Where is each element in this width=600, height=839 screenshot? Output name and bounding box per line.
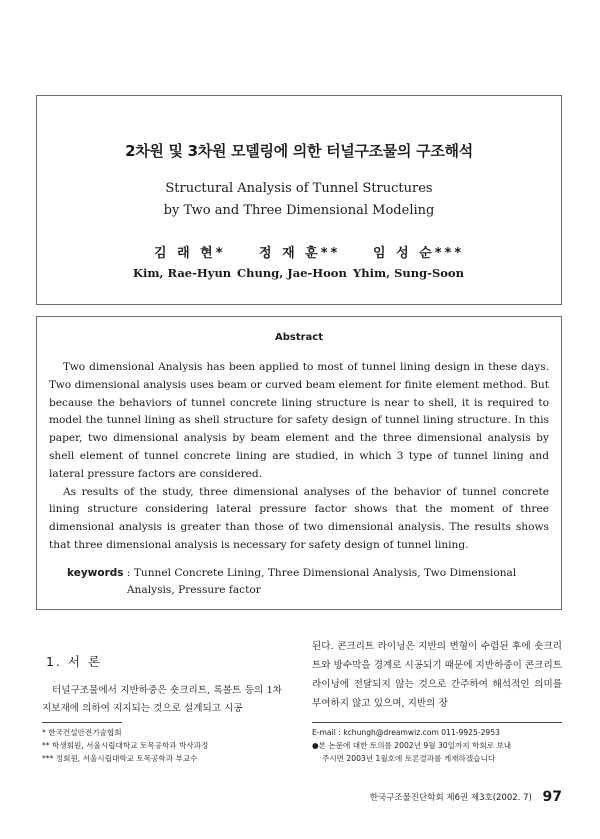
- author-en-2: Chung, Jae-Hoon: [237, 266, 347, 280]
- authors-korean: [37, 242, 561, 260]
- abstract-paragraph-2: As results of the study, three dimensional analyses of the behavior of tunnel concrete lining structure considering lateral pressure factor shows that the moment of three dimensional analysis is greater than those of two dimensional analysis. The results shows that three dimensional analysis is necessary for safety design of tunnel lining.: [49, 485, 549, 551]
- authors-english: [37, 266, 561, 282]
- contact-notes: [312, 726, 562, 765]
- abstract-heading: Abstract: [274, 332, 324, 343]
- keywords-label: keywords: [67, 567, 124, 579]
- journal-citation: 한국구조물진단학회 제6권 제3호(2002. 7): [369, 793, 532, 803]
- author-footnotes: [42, 726, 292, 765]
- paper-title-korean: 2차원 및 3차원 모델링에 의한 터널구조물의 구조해석: [125, 142, 473, 160]
- abstract-paragraph-1: Two dimensional Analysis has been applied to most of tunnel lining design in these days. Two dimensional analysis uses beam or curved beam element for finite element method. But because the behaviors of tunnel concrete lining structure is near to shell, it is required to model the tunnel lining as shell structure for safety design of tunnel lining structure. In this paper, two dimensional analysis by beam element and the three dimensional analysis by shell element of tunnel concrete lining are studied, in which 3 type of tunnel lining and lateral pressure factors are considered.: [49, 361, 549, 480]
- section-heading-introduction: 1. 서 론: [46, 654, 103, 669]
- paper-title-english: [37, 178, 561, 222]
- footnote-divider-left: [42, 722, 122, 723]
- discussion-note-2: 주시면 2003년 1월호에 토론결과를 게재하겠습니다: [322, 754, 496, 763]
- footnote-1: * 한국건설안전기술협회: [42, 728, 122, 737]
- author-kr-1: 김 래 현*: [154, 246, 226, 261]
- title-en-line-1: Structural Analysis of Tunnel Structures: [165, 181, 433, 196]
- right-body-text: 된다. 콘크리트 라이닝은 지반의 변형이 수렴된 후에 숏크리트와 방수막을 경계로 시공되기 때문에 지반하중이 콘크리트 라이닝에 전달되지 않는 것으로 간주하여 해석적인 의미를 부여하지 않고 있으며, 지반의 장: [312, 641, 562, 709]
- footnote-3: *** 정회원, 서울시립대학교 토목공학과 부교수: [42, 754, 198, 763]
- title-box: [36, 95, 562, 305]
- author-kr-3: 임 성 순***: [373, 246, 465, 261]
- page-number: 97: [542, 789, 562, 805]
- contact-email: E-mail : kchungh@dreamwiz.com 011-9925-2953: [312, 728, 500, 737]
- footnote-2: ** 학생회원, 서울시립대학교 토목공학과 박사과정: [42, 741, 209, 750]
- body-column-right: [312, 637, 562, 713]
- keywords-text: : Tunnel Concrete Lining, Three Dimensional Analysis, Two Dimensional Analysis, Pressure factor: [126, 567, 517, 596]
- footnote-divider-right: [312, 722, 562, 723]
- abstract-body: [49, 359, 549, 555]
- page-footer: [370, 789, 562, 805]
- title-en-line-2: by Two and Three Dimensional Modeling: [163, 203, 435, 218]
- body-column-left: [42, 682, 282, 718]
- left-body-text: 터널구조물에서 지반하중은 숏크리트, 록볼트 등의 1차 지보재에 의하여 지지되는 것으로 설계되고 시공: [42, 685, 282, 714]
- author-kr-2: 정 재 훈**: [259, 246, 341, 261]
- discussion-note-1: ●본 논문에 대한 토의를 2002년 9월 30일까지 학회로 보내: [312, 741, 512, 750]
- author-en-3: Yhim, Sung-Soon: [353, 266, 464, 280]
- abstract-box: [36, 316, 562, 610]
- keywords: [67, 565, 549, 599]
- author-en-1: Kim, Rae-Hyun: [133, 266, 232, 280]
